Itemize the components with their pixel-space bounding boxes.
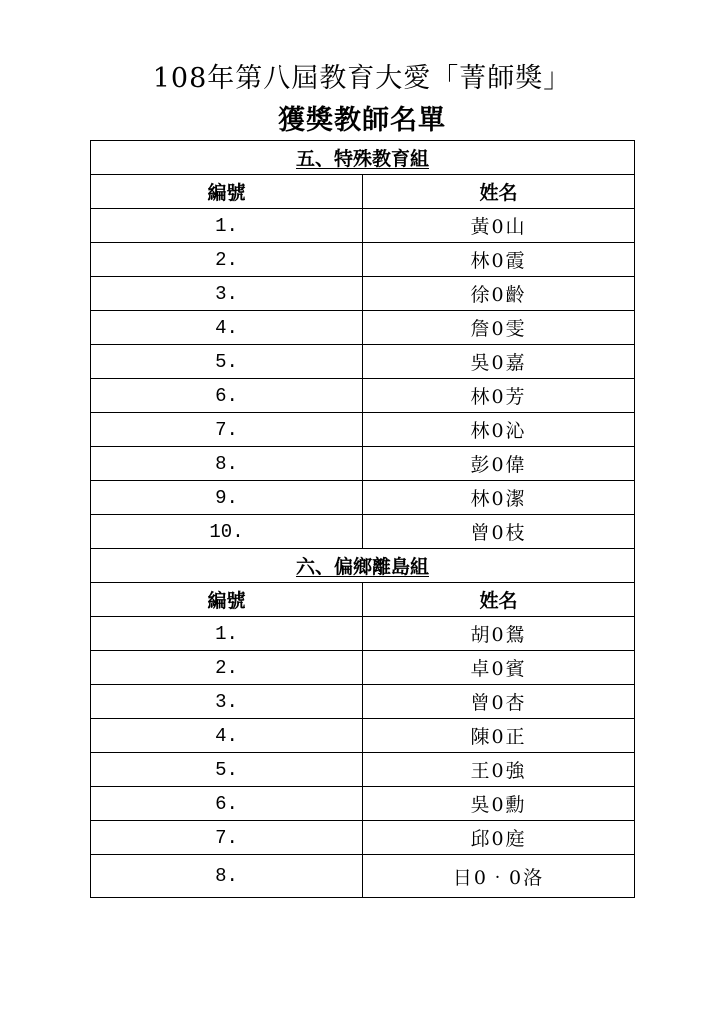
teacher-name: 邱0庭 [363,821,635,855]
teacher-name: 林0霞 [363,243,635,277]
section-heading [91,141,635,175]
column-header-name: 姓名 [363,583,635,617]
table-row [91,243,635,277]
row-number: 10. [91,515,363,549]
row-number: 4. [91,719,363,753]
column-header-row [91,175,635,209]
section-heading-text: 五、特殊教育組 [295,148,429,170]
section-heading-row [91,141,635,175]
table-row [91,447,635,481]
row-number: 5. [91,753,363,787]
section-heading-text: 六、偏鄉離島組 [295,556,429,578]
teacher-name: 吳0嘉 [363,345,635,379]
table-row [91,379,635,413]
teacher-name: 吳0勳 [363,787,635,821]
teacher-name: 林0沁 [363,413,635,447]
teacher-name: 徐0齡 [363,277,635,311]
row-number: 8. [91,447,363,481]
table-row [91,481,635,515]
table-row [91,209,635,243]
table-row [91,345,635,379]
teacher-name: 陳0正 [363,719,635,753]
table-row [91,617,635,651]
row-number: 8. [91,855,363,898]
row-number: 2. [91,651,363,685]
section-heading [91,549,635,583]
document-title: 108年第八屆教育大愛「菁師獎」 [152,63,572,94]
table-row [91,719,635,753]
teacher-name: 曾0枝 [363,515,635,549]
row-number: 5. [91,345,363,379]
column-header-number: 編號 [91,583,363,617]
row-number: 7. [91,821,363,855]
column-header-number: 編號 [91,175,363,209]
row-number: 1. [91,617,363,651]
column-header-row [91,583,635,617]
table-row [91,753,635,787]
section-heading-row [91,549,635,583]
teacher-name: 彭0偉 [363,447,635,481]
table-row [91,855,635,898]
table-row [91,821,635,855]
teacher-name: 日0‧0洛 [363,855,635,898]
teacher-name: 黃0山 [363,209,635,243]
awardee-table [90,140,635,898]
teacher-name: 胡0鴛 [363,617,635,651]
table-row [91,651,635,685]
teacher-name: 卓0賓 [363,651,635,685]
table-row [91,685,635,719]
table-row [91,311,635,345]
row-number: 7. [91,413,363,447]
column-header-name: 姓名 [363,175,635,209]
table-row [91,277,635,311]
row-number: 6. [91,379,363,413]
document-subtitle: 獲獎教師名單 [278,105,446,136]
row-number: 4. [91,311,363,345]
row-number: 9. [91,481,363,515]
row-number: 6. [91,787,363,821]
row-number: 2. [91,243,363,277]
table-row [91,787,635,821]
table-row [91,515,635,549]
teacher-name: 林0芳 [363,379,635,413]
teacher-name: 王0強 [363,753,635,787]
teacher-name: 曾0杏 [363,685,635,719]
table-row [91,413,635,447]
teacher-name: 林0潔 [363,481,635,515]
teacher-name: 詹0雯 [363,311,635,345]
row-number: 3. [91,277,363,311]
row-number: 1. [91,209,363,243]
row-number: 3. [91,685,363,719]
